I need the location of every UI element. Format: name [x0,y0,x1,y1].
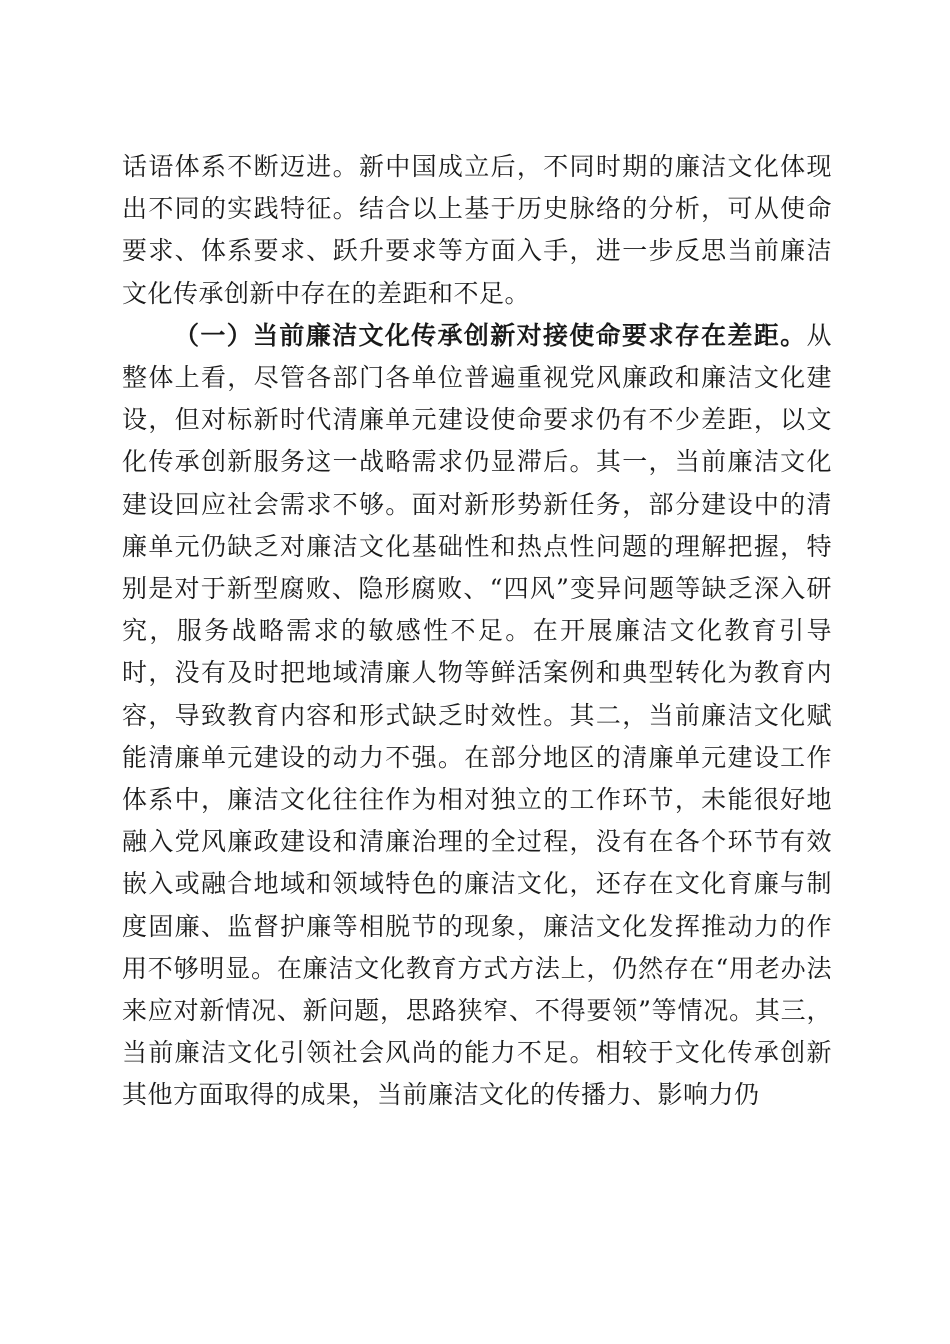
paragraph-intro-text: 话语体系不断迈进。新中国成立后，不同时期的廉洁文化体现出不同的实践特征。结合以上基于历史脉络的分析，可从使命要求、体系要求、跃升要求等方面入手，进一步反思当前廉洁文化传承创新中存在的差距和不足。 [122,152,832,308]
section-one-text: 从整体上看，尽管各部门各单位普遍重视党风廉政和廉洁文化建设，但对标新时代清廉单元建设使命要求仍有不少差距，以文化传承创新服务这一战略需求仍显滞后。其一，当前廉洁文化建设回应社会需求不够。面对新形势新任务，部分建设中的清廉单元仍缺乏对廉洁文化基础性和热点性问题的理解把握，特别是对于新型腐败、隐形腐败、“四风”变异问题等缺乏深入研究，服务战略需求的敏感性不足。在开展廉洁文化教育引导时，没有及时把地域清廉人物等鲜活案例和典型转化为教育内容，导致教育内容和形式缺乏时效性。其二，当前廉洁文化赋能清廉单元建设的动力不强。在部分地区的清廉单元建设工作体系中，廉洁文化往往作为相对独立的工作环节，未能很好地融入党风廉政建设和清廉治理的全过程，没有在各个环节有效嵌入或融合地域和领域特色的廉洁文化，还存在文化育廉与制度固廉、监督护廉等相脱节的现象，廉洁文化发挥推动力的作用不够明显。在廉洁文化教育方式方法上，仍然存在“用老办法来应对新情况、新问题，思路狭窄、不得要领”等情况。其三，当前廉洁文化引领社会风尚的能力不足。相较于文化传承创新其他方面取得的成果，当前廉洁文化的传播力、影响力仍 [122,320,832,1110]
paragraph-section-one [122,315,832,1117]
paragraph-intro [122,146,832,315]
body-text [122,146,832,1117]
section-one-heading: （一）当前廉洁文化传承创新对接使命要求存在差距。 [174,320,807,350]
